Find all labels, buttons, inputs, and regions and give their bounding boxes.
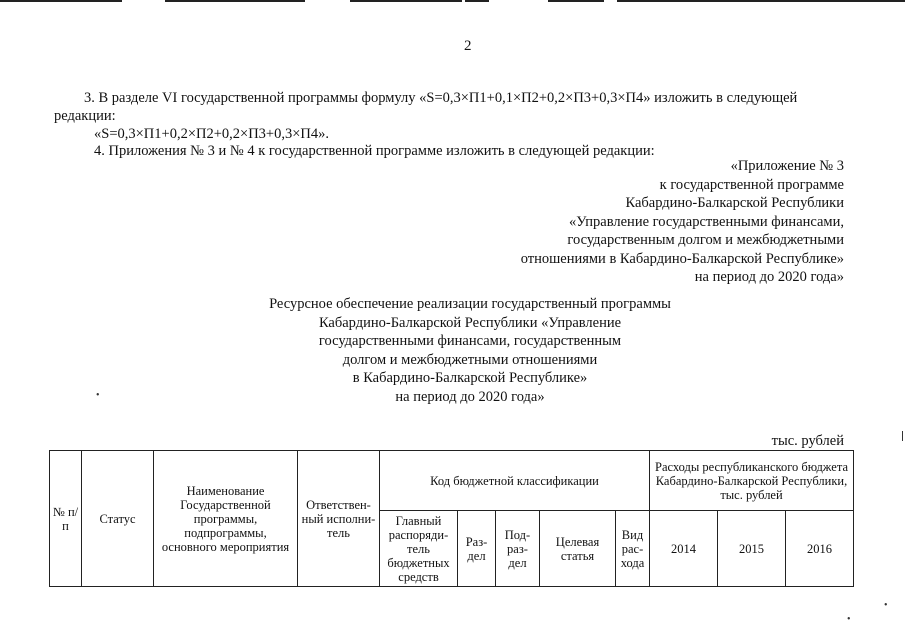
paragraph-3-line-1: 3. В разделе VI государственной программы формулу «S=0,3×П1+0,1×П2+0,2×П3+0,3×П4» изложить в следующей [84, 90, 798, 106]
top-border-segment [465, 0, 489, 2]
header-name: Наименование Государственной программы, подпрограммы, основного мероприятия [154, 451, 298, 587]
scan-mark [902, 431, 903, 441]
appendix-header-line: отношениями в Кабардино-Балкарской Республике» [520, 250, 844, 267]
table-title-line: Кабардино-Балкарской Республики «Управление [318, 314, 622, 331]
top-border-segment [350, 0, 462, 2]
paragraph-3-formula: «S=0,3×П1+0,2×П2+0,2×П3+0,3×П4». [94, 126, 329, 142]
scan-mark: • [847, 614, 851, 625]
header-year: 2014 [650, 511, 718, 587]
appendix-header-line: государственным долгом и межбюджетными [567, 232, 844, 248]
header-year: 2016 [786, 511, 854, 587]
header-podrazdel: Под-раз-дел [496, 511, 540, 587]
table-title-line: в Кабардино-Балкарской Республике» [352, 370, 588, 386]
scan-mark: • [96, 390, 100, 401]
top-border-segment [165, 0, 305, 2]
header-budget-code: Код бюджетной классификации [380, 451, 650, 511]
appendix-header [521, 157, 844, 287]
top-border-segment [0, 0, 122, 2]
units-label: тыс. рублей [771, 433, 844, 449]
paragraph-4: 4. Приложения № 3 и № 4 к государственной программе изложить в следующей редакции: [94, 143, 655, 159]
resource-table [49, 450, 854, 587]
paragraph-3-line-2: редакции: [54, 108, 116, 124]
header-vid: Вид рас-хода [616, 511, 650, 587]
appendix-header-line: к государственной программе [659, 176, 844, 193]
table-title-line: Ресурсное обеспечение реализации государственный программы [269, 296, 671, 312]
top-border-segment [617, 0, 905, 2]
appendix-header-line: на период до 2020 года» [694, 269, 844, 285]
appendix-header-line: Кабардино-Балкарской Республики [625, 195, 844, 211]
scan-mark: • [884, 600, 888, 611]
header-target: Целевая статья [540, 511, 616, 587]
header-status: Статус [82, 451, 154, 587]
header-responsible: Ответствен-ный исполни-тель [298, 451, 380, 587]
table-title-line: государственными финансами, государственным [318, 333, 622, 349]
appendix-header-line: «Приложение № 3 [730, 158, 844, 174]
header-expenses: Расходы республиканского бюджета Кабардино-Балкарской Республики, тыс. рублей [650, 451, 854, 511]
header-grbs: Главный распоряди-тель бюджетных средств [380, 511, 458, 587]
table-title-line: на период до 2020 года» [395, 388, 545, 405]
header-num: № п/п [50, 451, 82, 587]
top-border-segment [548, 0, 604, 2]
page-number: 2 [464, 38, 472, 54]
table-title-line: долгом и межбюджетными отношениями [342, 351, 598, 368]
table-title [210, 295, 730, 406]
table-header-row-1 [50, 451, 854, 511]
header-year: 2015 [718, 511, 786, 587]
header-razdel: Раз-дел [458, 511, 496, 587]
appendix-header-line: «Управление государственными финансами, [569, 213, 844, 230]
